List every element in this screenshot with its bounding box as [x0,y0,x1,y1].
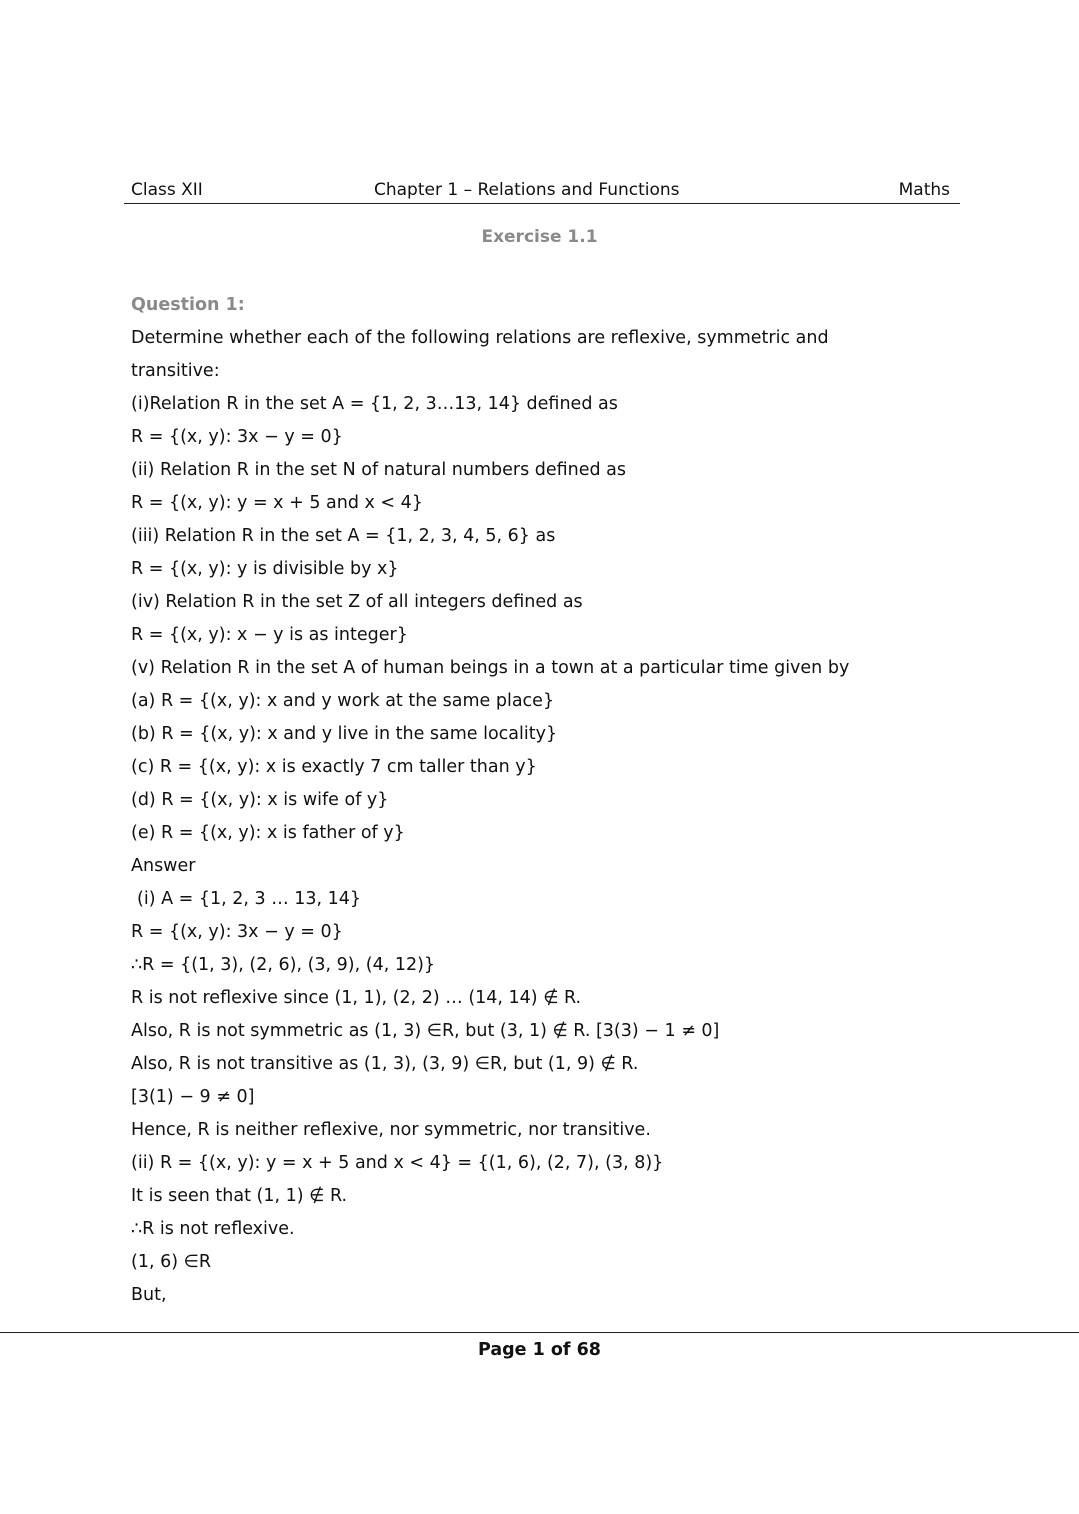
answer-line: (1, 6) ∈R [131,1252,212,1272]
question-line: (iii) Relation R in the set A = {1, 2, 3, 4, 5, 6} as [131,526,556,546]
question-line: R = {(x, y): 3x − y = 0} [131,427,343,447]
answer-line: Also, R is not symmetric as (1, 3) ∈R, but (3, 1) ∉ R. [3(3) − 1 ≠ 0] [131,1021,720,1041]
question-line: (d) R = {(x, y): x is wife of y} [131,790,389,810]
header-subject: Maths [898,180,950,200]
question-line: (e) R = {(x, y): x is father of y} [131,823,405,843]
answer-line: R is not reflexive since (1, 1), (2, 2) … (14, 14) ∉ R. [131,988,582,1008]
answer-line: Also, R is not transitive as (1, 3), (3, 9) ∈R, but (1, 9) ∉ R. [131,1054,639,1074]
answer-line: [3(1) − 9 ≠ 0] [131,1087,255,1107]
question-line: transitive: [131,361,220,381]
question-line: (i)Relation R in the set A = {1, 2, 3…13, 14} defined as [131,394,618,414]
question-line: R = {(x, y): y = x + 5 and x < 4} [131,493,423,513]
question-line: (a) R = {(x, y): x and y work at the same place} [131,691,555,711]
exercise-title: Exercise 1.1 [481,227,598,247]
header-chapter: Chapter 1 – Relations and Functions [374,180,680,200]
header-class: Class XII [131,180,203,200]
question-line: (b) R = {(x, y): x and y live in the same locality} [131,724,558,744]
answer-line: (i) A = {1, 2, 3 … 13, 14} [137,889,362,909]
answer-line: ∴R = {(1, 3), (2, 6), (3, 9), (4, 12)} [131,955,436,975]
answer-line: Hence, R is neither reflexive, nor symmetric, nor transitive. [131,1120,651,1140]
answer-line: It is seen that (1, 1) ∉ R. [131,1186,348,1206]
page-number: Page 1 of 68 [477,1340,601,1360]
question-title: Question 1: [131,295,245,315]
question-line: R = {(x, y): y is divisible by x} [131,559,399,579]
question-line: (ii) Relation R in the set N of natural numbers defined as [131,460,627,480]
question-line: R = {(x, y): x − y is as integer} [131,625,408,645]
answer-label: Answer [131,856,196,876]
question-line: (iv) Relation R in the set Z of all integers defined as [131,592,583,612]
question-line: (v) Relation R in the set A of human beings in a town at a particular time given by [131,658,850,678]
answer-line: But, [131,1285,167,1305]
page-header [124,180,960,204]
answer-line: (ii) R = {(x, y): y = x + 5 and x < 4} = {(1, 6), (2, 7), (3, 8)} [131,1153,664,1173]
footer-divider [0,1332,1079,1333]
question-line: Determine whether each of the following relations are reflexive, symmetric and [131,328,829,348]
question-line: (c) R = {(x, y): x is exactly 7 cm taller than y} [131,757,537,777]
answer-line: R = {(x, y): 3x − y = 0} [131,922,343,942]
page-content [131,292,931,1315]
answer-line: ∴R is not reflexive. [131,1219,295,1239]
